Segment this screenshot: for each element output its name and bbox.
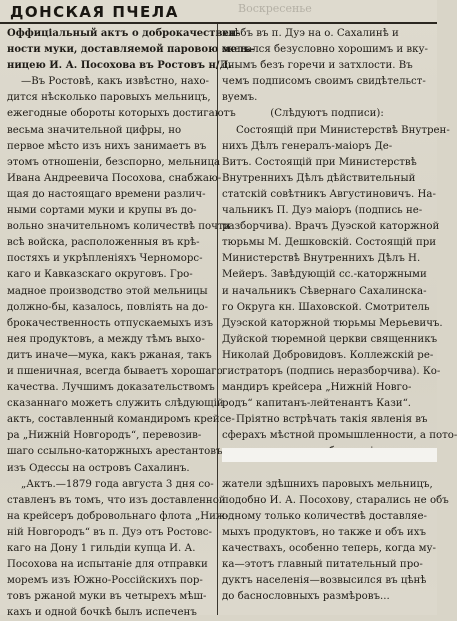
text-line: моремъ изъ Южно-Россійскихъ пор- — [7, 575, 203, 587]
masthead-rule — [0, 22, 437, 24]
text-line: нея продуктовъ, а между тѣмъ выхо- — [7, 333, 205, 345]
text-line: разборчива). Врачъ Дуэской каторжной — [222, 221, 440, 233]
text-line: ными сортами муки и крупы въ до- — [7, 205, 197, 217]
text-line: дитъ иначе—мука, какъ ржаная, такъ — [7, 349, 212, 361]
text-line: вуемъ. — [222, 92, 258, 104]
text-line: вольно значительномъ количествѣ почти — [7, 221, 231, 233]
text-line: этомъ отношеніи, безспорно, мельница — [7, 156, 221, 168]
text-line: Внутреннихъ Дѣлъ дѣйствительный — [222, 172, 416, 184]
text-line: изъ Одессы на островъ Сахалинъ. — [7, 462, 190, 474]
headline-line: Оффиціальный актъ о доброкачествен- — [7, 28, 241, 39]
text-line: хлѣбъ въ п. Дуэ на о. Сахалинѣ и — [222, 28, 399, 39]
text-line: снымъ безъ горечи и затхлости. Въ — [222, 60, 413, 72]
masthead-bleed-text: Воскресенье — [238, 2, 312, 15]
blank-line — [222, 461, 432, 477]
text-line: ка—этотъ главный питательный про- — [222, 559, 423, 571]
text-line: сферахъ мѣстной промышленности, а пото- — [222, 430, 457, 442]
text-line: Министерствѣ Внутреннихъ Дѣлъ Н. — [222, 253, 421, 265]
text-line: товъ ржаной муки въ четырехъ мѣш- — [7, 591, 207, 603]
text-line: го Округа кн. Шаховской. Смотритель — [222, 301, 430, 313]
scan-gap — [222, 448, 437, 462]
text-line: Мейеръ. Завѣдующій сс.-каторжными — [222, 269, 427, 281]
text-line: актъ, составленный командиромъ крейсе- — [7, 414, 235, 426]
text-line: гистраторъ (подпись неразборчива). Ко- — [222, 365, 441, 377]
text-line: весьма значительной цифры, но — [7, 124, 182, 136]
text-line: нихъ Дѣлъ генералъ-маіоръ Де- — [222, 140, 393, 152]
headline-line: ницею И. А. Посохова въ Ростовъ н/Д. — [7, 60, 232, 72]
text-line: должно-бы, казалось, повліять на до- — [7, 301, 208, 313]
text-line: чальникъ П. Дуэ маіоръ (подпись не- — [222, 205, 423, 217]
masthead-title: ДОНСКАЯ ПЧЕЛА — [10, 3, 179, 21]
text-line: кахъ и одной бочкѣ былъ испеченъ — [7, 607, 197, 619]
text-line: подобно И. А. Посохову, старались не объ — [222, 494, 449, 506]
signatures-heading: (Слѣдуютъ подписи): — [270, 108, 384, 120]
text-line: и пшеничная, всегда бываетъ хорошаго — [7, 365, 223, 377]
text-line: Витъ. Состоящій при Министерствѣ — [222, 156, 417, 168]
text-line: мыхъ продуктовъ, но также и объ ихъ — [222, 526, 426, 538]
text-line: постяхъ и укрѣпленіяхъ Черноморс- — [7, 253, 203, 265]
text-line: „Актъ.—1879 года августа 3 дня со- — [21, 478, 214, 490]
text-line: ежегодные обороты которыхъ достигаютъ — [7, 108, 236, 120]
text-line: на крейсеръ добровольнаго флота „Ниж- — [7, 510, 229, 522]
text-line: сказаннаго можетъ служить слѣдующій — [7, 398, 224, 410]
text-line: до баснословныхъ размѣровъ... — [222, 591, 390, 603]
text-line: ставленъ въ томъ, что изъ доставленной — [7, 494, 226, 506]
text-line: брокачественность отпускаемыхъ изъ — [7, 317, 213, 329]
headline-line: ности муки, доставляемой паровою мель- — [7, 44, 255, 56]
text-line: качества. Лучшимъ доказательствомъ — [7, 382, 215, 394]
text-line: Дуйской тюремной церкви священникъ — [222, 333, 438, 345]
text-line: всѣ войска, расположенныя въ крѣ- — [7, 237, 200, 249]
text-line: Состоящій при Министерствѣ Внутрен- — [236, 124, 450, 136]
text-line: —Въ Ростовѣ, какъ извѣстно, нахо- — [21, 76, 209, 88]
text-line: тюрьмы М. Дешковскій. Состоящій при — [222, 237, 437, 249]
text-line: статскій совѣтникъ Августиновичъ. На- — [222, 188, 436, 200]
text-line: щая до настоящаго времени различ- — [7, 188, 206, 200]
text-line: ра „Нижній Новгородъ“, перевозив- — [7, 430, 202, 442]
text-line: Посохова на испытаніе для отправки — [7, 559, 208, 571]
text-line: одному только количествѣ доставляе- — [222, 510, 427, 522]
text-line: ній Новгородъ“ въ п. Дуэ отъ Ростовс- — [7, 526, 212, 538]
text-line: и начальникъ Сѣвернаго Сахалинска- — [222, 285, 427, 297]
text-line: первое мѣсто изъ нихъ занимаетъ въ — [7, 140, 207, 152]
text-line: Ивана Андреевича Посохова, снабжаю- — [7, 172, 222, 184]
text-line: шаго ссыльно-каторжныхъ арестантовъ — [7, 446, 223, 458]
text-line: каго и Кавказскаго округовъ. Гро- — [7, 269, 193, 281]
text-line: чемъ подписомъ своимъ свидѣтельст- — [222, 76, 426, 88]
text-line: родъ“ капитанъ-лейтенантъ Кази“. — [222, 398, 412, 410]
text-line: дится нѣсколько паровыхъ мельницъ, — [7, 92, 211, 104]
text-line: качествахъ, особенно теперь, когда му- — [222, 543, 436, 554]
text-line: Николай Добровидовъ. Коллежскій ре- — [222, 349, 434, 361]
text-line: Пріятно встрѣчать такія явленія въ — [236, 414, 428, 426]
text-line: мандиръ крейсера „Нижній Новго- — [222, 382, 412, 394]
text-line: дуктъ населенія—возвысился въ цѣнѣ — [222, 575, 427, 587]
right-column — [222, 26, 457, 615]
text-line: оказался безусловно хорошимъ и вку- — [222, 44, 428, 56]
text-line: жатели здѣшнихъ паровыхъ мельницъ, — [222, 478, 433, 490]
text-line: каго на Дону 1 гильдіи купца И. А. — [7, 543, 196, 554]
text-line: мадное производство этой мельницы — [7, 285, 208, 297]
text-line: Дуэской каторжной тюрьмы Мерьевичъ. — [222, 317, 443, 329]
